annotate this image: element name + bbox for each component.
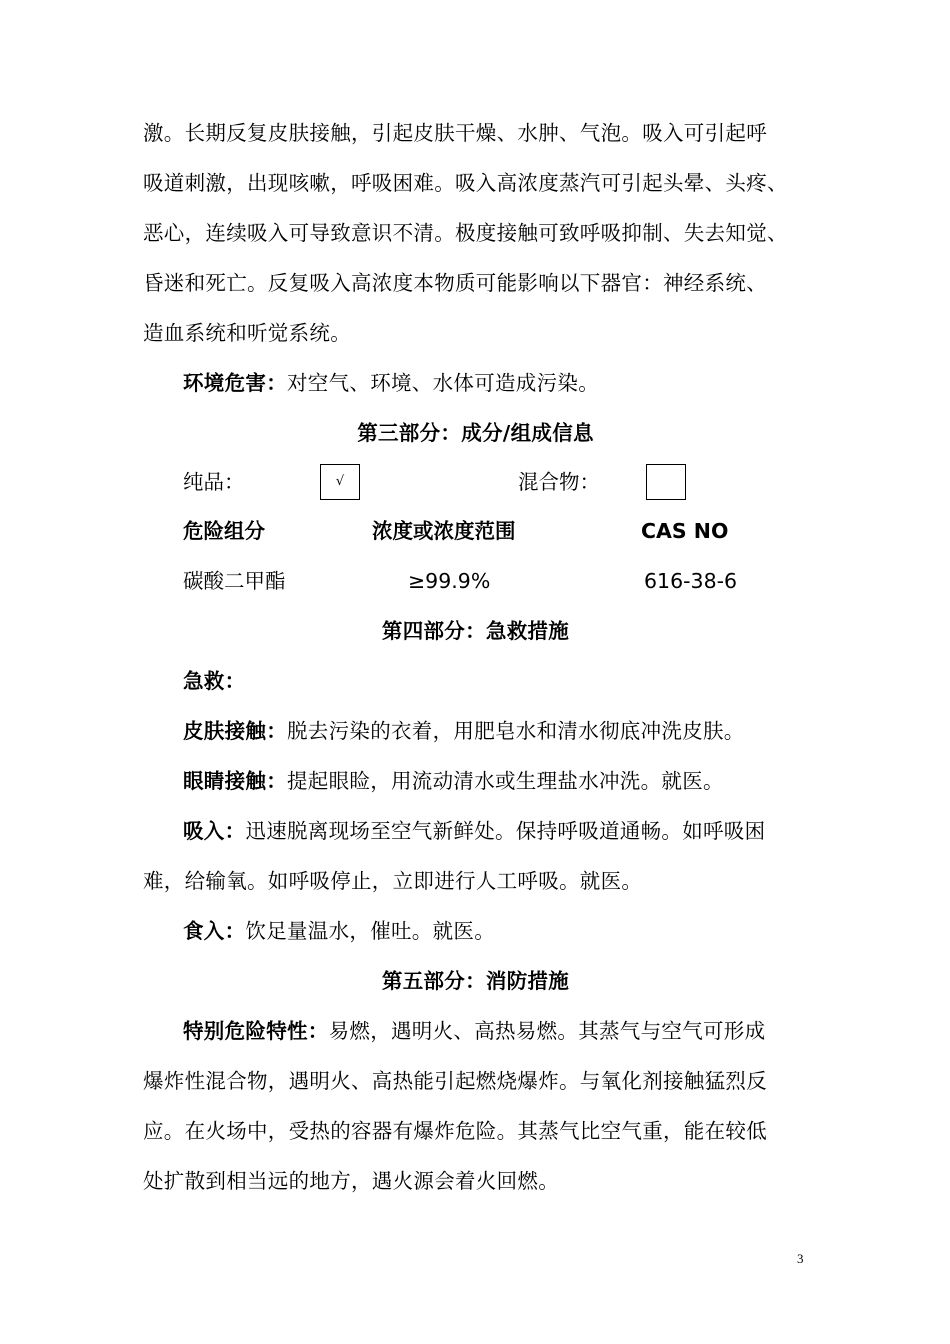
paragraph-line: 吸道刺激，出现咳嗽，呼吸困难。吸入高浓度蒸汽可引起头晕、头疼、	[143, 171, 788, 195]
inhalation-text-cont: 难，给输氧。如呼吸停止，立即进行人工呼吸。就医。	[143, 869, 643, 893]
page-number: 3	[797, 1251, 804, 1266]
paragraph-line: 应。在火场中，受热的容器有爆炸危险。其蒸气比空气重，能在较低	[143, 1119, 767, 1143]
section4-title: 第四部分：急救措施	[381, 619, 570, 643]
cell-component: 碳酸二甲酯	[183, 569, 286, 593]
paragraph-line: 处扩散到相当远的地方，遇火源会着火回燃。	[143, 1169, 559, 1193]
inhalation	[183, 816, 808, 846]
header-concentration: 浓度或浓度范围	[372, 519, 516, 543]
environment-hazard-label: 环境危害：	[183, 371, 287, 395]
cell-concentration: ≥99.9%	[408, 569, 491, 593]
skin-contact-label: 皮肤接触：	[183, 719, 287, 743]
special-hazard-label: 特别危险特性：	[183, 1019, 329, 1043]
paragraph-line: 恶心，连续吸入可导致意识不清。极度接触可致呼吸抑制、失去知觉、	[143, 221, 788, 245]
eye-contact-label: 眼睛接触：	[183, 769, 287, 793]
special-hazard	[183, 1016, 808, 1046]
paragraph-line: 爆炸性混合物，遇明火、高热能引起燃烧爆炸。与氧化剂接触猛烈反	[143, 1069, 767, 1093]
pure-checkbox: √	[320, 464, 360, 500]
special-hazard-text: 易燃，遇明火、高热易燃。其蒸气与空气可形成	[328, 1019, 766, 1043]
cell-cas: 616-38-6	[644, 569, 738, 593]
environment-hazard-text: 对空气、环境、水体可造成污染。	[287, 371, 599, 395]
environment-hazard	[183, 368, 808, 398]
ingestion-label: 食入：	[183, 919, 246, 943]
header-cas: CAS NO	[641, 519, 729, 543]
header-component: 危险组分	[183, 519, 265, 543]
section5-title: 第五部分：消防措施	[381, 969, 570, 993]
eye-contact-text: 提起眼睑，用流动清水或生理盐水冲洗。就医。	[287, 769, 724, 793]
inhalation-text: 迅速脱离现场至空气新鲜处。保持呼吸道通畅。如呼吸困	[245, 819, 766, 843]
eye-contact	[183, 766, 808, 796]
mixture-label: 混合物：	[518, 470, 600, 494]
paragraph-line: 激。长期反复皮肤接触，引起皮肤干燥、水肿、气泡。吸入可引起呼	[143, 121, 767, 145]
skin-contact	[183, 716, 808, 746]
paragraph-line: 昏迷和死亡。反复吸入高浓度本物质可能影响以下器官：神经系统、	[143, 271, 767, 295]
ingestion	[183, 916, 808, 946]
paragraph-line: 造血系统和听觉系统。	[143, 321, 351, 345]
first-aid-label: 急救：	[183, 669, 246, 693]
ingestion-text: 饮足量温水，催吐。就医。	[245, 919, 496, 943]
inhalation-label: 吸入：	[183, 819, 246, 843]
mixture-checkbox	[646, 464, 686, 500]
pure-label: 纯品：	[183, 470, 245, 494]
section3-title: 第三部分：成分/组成信息	[357, 421, 594, 445]
skin-contact-text: 脱去污染的衣着，用肥皂水和清水彻底冲洗皮肤。	[287, 719, 745, 743]
